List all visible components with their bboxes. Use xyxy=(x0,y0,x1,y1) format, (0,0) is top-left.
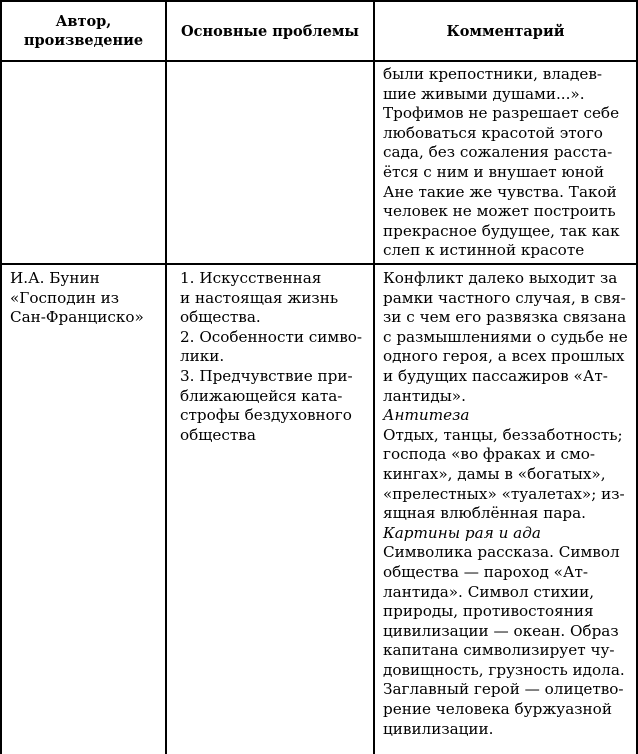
text-line: шие живыми душами...». xyxy=(383,84,585,103)
text-line: ётся с ним и внушает юной xyxy=(383,162,605,181)
text-line: общества xyxy=(180,425,256,444)
text-line: «прелестных» «туалетах»; из- xyxy=(383,484,625,503)
text-line: рение человека буржуазной xyxy=(383,700,612,719)
text-line: Символика рассказа. Символ xyxy=(383,543,620,562)
text-line: кингах», дамы в «богатых», xyxy=(383,464,606,483)
author-name: И.А. Бунин xyxy=(10,269,100,287)
text-line: слеп к истинной красоте xyxy=(383,241,585,260)
header-problems-text: Основные проблемы xyxy=(181,22,359,40)
text-line: цивилизации — океан. Образ xyxy=(383,621,619,640)
text-line: капитана символизирует чу- xyxy=(383,641,615,660)
text-line: Отдых, танцы, беззаботность; xyxy=(383,425,623,444)
work-title-line: Сан-Франциско» xyxy=(10,308,144,327)
text-line: 1. Искусственная xyxy=(180,269,322,287)
row2-problems-cell xyxy=(180,269,362,445)
section-heading-antithesis: Антитеза xyxy=(383,406,470,425)
border-col-2 xyxy=(373,0,375,754)
header-problems xyxy=(167,0,373,62)
text-line: Ане такие же чувства. Такой xyxy=(383,182,617,201)
text-line: лантиды». xyxy=(383,386,466,405)
text-line: господа «во фраках и смо- xyxy=(383,445,596,464)
border-row-separator xyxy=(0,263,638,265)
text-line: Заглавный герой — олицетво- xyxy=(383,680,624,699)
text-line: прекрасное будущее, так как xyxy=(383,221,620,240)
text-line: человек не может построить xyxy=(383,202,616,221)
text-line: с размышлениями о судьбе не xyxy=(383,327,628,346)
text-line: природы, противостояния xyxy=(383,602,594,621)
text-line: были крепостники, владев- xyxy=(383,65,602,83)
text-line: рамки частного случая, в свя- xyxy=(383,288,626,307)
section-heading-paradise-hell: Картины рая и ада xyxy=(383,523,541,542)
text-line: и настоящая жизнь xyxy=(180,288,339,307)
text-line: лики. xyxy=(180,347,225,366)
text-line: ящная влюблённая пара. xyxy=(383,504,586,523)
row2-author-cell xyxy=(10,269,144,328)
text-line: Трофимов не разрешает себе xyxy=(383,104,620,123)
header-author xyxy=(2,0,165,62)
row1-comment-cell xyxy=(383,65,620,261)
border-col-1 xyxy=(165,0,167,754)
text-line: довищность, грузность идола. xyxy=(383,660,625,679)
text-line: лантида». Символ стихии, xyxy=(383,582,595,601)
text-line: сада, без сожаления расста- xyxy=(383,143,613,162)
work-title-line: «Господин из xyxy=(10,288,120,307)
text-line: общества. xyxy=(180,308,261,327)
text-line: 3. Предчувствие при- xyxy=(180,366,353,385)
border-left xyxy=(0,0,2,754)
row2-comment-cell xyxy=(383,269,628,739)
text-line: Конфликт далеко выходит за xyxy=(383,269,618,287)
text-line: 2. Особенности симво- xyxy=(180,327,363,346)
text-line: общества — пароход «Ат- xyxy=(383,562,589,581)
text-line: и будущих пассажиров «Ат- xyxy=(383,366,608,385)
header-comment xyxy=(375,0,636,62)
text-line: цивилизации. xyxy=(383,719,494,738)
text-line: ближающейся ката- xyxy=(180,386,343,405)
text-line: зи с чем его развязка связана xyxy=(383,308,627,327)
text-line: одного героя, а всех прошлых xyxy=(383,347,625,366)
text-line: строфы бездуховного xyxy=(180,406,352,425)
text-line: любоваться красотой этого xyxy=(383,123,603,142)
header-comment-text: Комментарий xyxy=(446,22,565,40)
header-author-text: Автор, произведение xyxy=(23,13,144,49)
